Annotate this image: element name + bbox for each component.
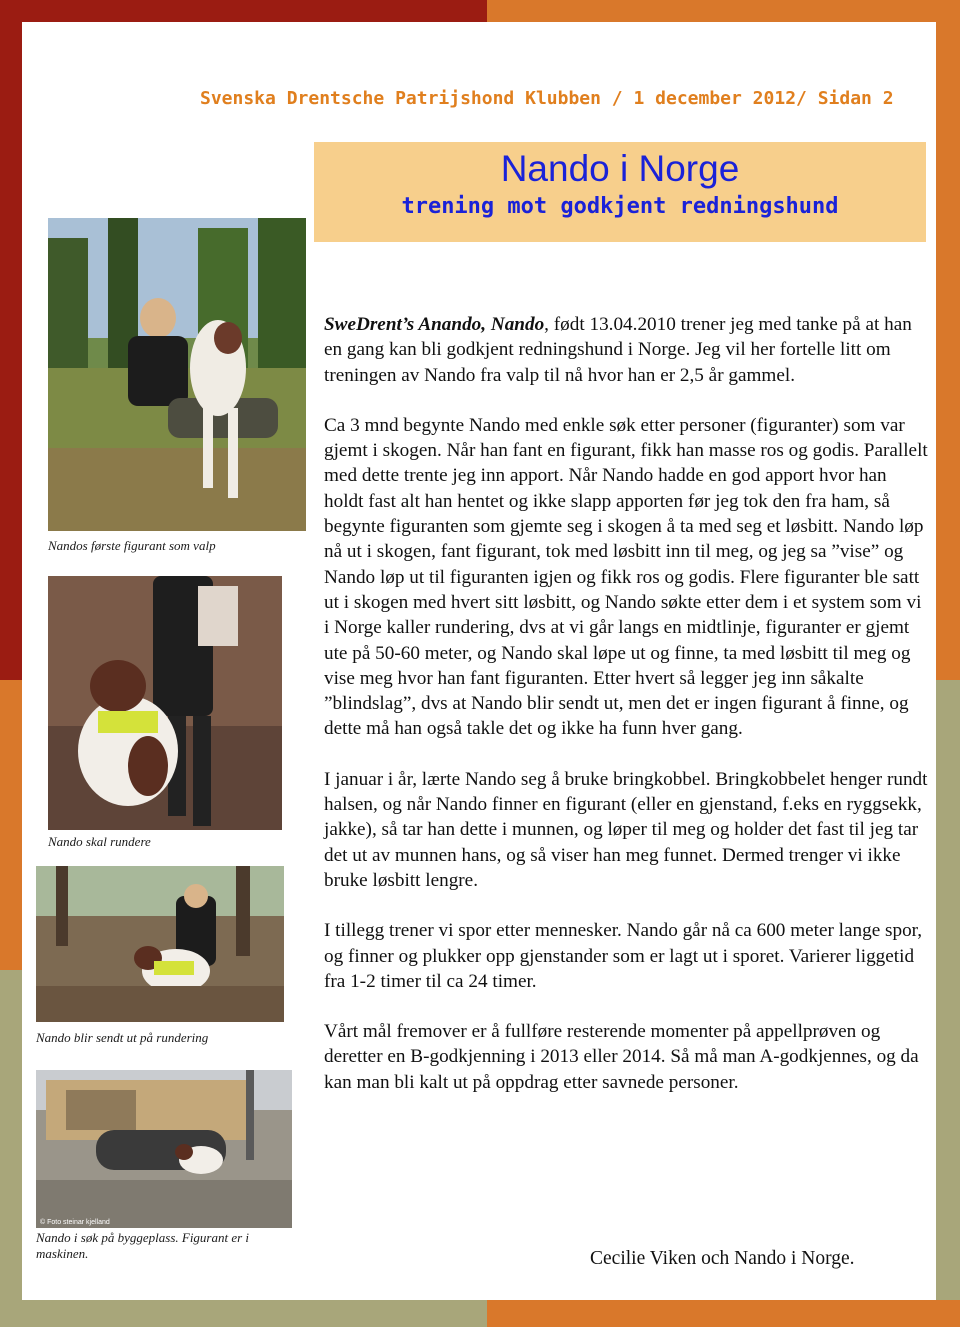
photo-rundering — [48, 576, 282, 830]
frame-left-middle — [0, 680, 22, 970]
frame-right-top — [936, 0, 960, 680]
article-paragraph: Ca 3 mnd begynte Nando med enkle søk etter personer (figuranter) som var gjemt i skogen. Når han fant en figurant, fikk han masse ros og godis. Parallelt med dette trente jeg inn apport. Når Nando hadde en god apport hvor han holdt fast alt han hentet og ikke slapp apporten før jeg tok den fra ham, så begynte figuranten som gjemte seg i skogen å ta med seg et løsbitt. Nando løp nå ut i skogen, fant figurant, tok med løsbitt inn til meg, og jeg sa ”vise” og Nando løp ut til figuranten igjen og fikk ros og godis. Flere figuranter ble satt ut i skogen med hvert sitt løsbitt, og Nando søkte etter dem i et system som vi i Norge kaller rundering, dvs at vi går langs en midtlinje, figuranter er gjemt ute på 50-60 meter, og Nando skal løpe ut og finne, ta med løsbitt til meg og vise meg hvor han fant figuranten. Etter hvert så legger jeg inn såkalte ”blindslag”, dvs at Nando blir sendt ut, men det er ingen figurant å finne, og dette må han også takle det og ikke ha funn hver gang. — [324, 414, 928, 740]
intro-text: , født 13.04.2010 trener jeg med tanke på at han en gang kan bli godkjent redningshund i Norge. Jeg vil her fortelle litt om treningen av Nando fra valp til nå hvor han er 2,5 år gammel. — [324, 314, 912, 386]
frame-top-left — [0, 0, 487, 22]
article-intro — [324, 312, 928, 388]
article-paragraph: Vårt mål fremover er å fullføre resterende momenter på appellprøven og deretter en B-godkjenning i 2013 eller 2014. Så må man A-godkjennes, og da kan man bli kalt ut på oppdrag etter savnede personer. — [324, 1021, 919, 1093]
signature: Cecilie Viken och Nando i Norge. — [590, 1248, 855, 1269]
article-paragraph: I januar i år, lærte Nando seg å bruke bringkobbel. Bringkobbelet henger rundt halsen, og når Nando finner en figurant (eller en gjenstand, f.eks en ryggsekk, jakke), så tar han dette i munnen, og løper til meg og holder det fast til jeg tar det ut av munnen hans, og så viser han meg funnet. Dermed trenger vi ikke bruke løsbitt lengre. — [324, 768, 928, 891]
page-subtitle: trening mot godkjent redningshund — [401, 194, 839, 219]
photo-construction-site — [36, 1070, 292, 1228]
newsletter-header: Svenska Drentsche Patrijshond Klubben / 1 december 2012/ Sidan 2 — [200, 88, 894, 109]
photo-caption: Nando skal rundere — [48, 834, 151, 849]
photo-caption: Nando i søk på byggeplass. Figurant er i maskinen. — [36, 1230, 250, 1261]
page-title: Nando i Norge — [500, 148, 740, 189]
frame-left-top — [0, 0, 22, 680]
frame-bottom-right — [487, 1300, 960, 1327]
photo-sent-out — [36, 866, 284, 1022]
photo-caption: Nandos første figurant som valp — [48, 538, 216, 553]
photo-caption: Nando blir sendt ut på rundering — [36, 1030, 209, 1045]
dog-name: SweDrent’s Anando, Nando — [324, 314, 545, 335]
frame-top-right — [487, 0, 960, 22]
frame-left-bottom — [0, 970, 22, 1327]
title-box — [314, 142, 926, 242]
frame-right-bottom — [936, 680, 960, 1327]
photo-credit: © Foto steinar kjelland — [40, 1219, 110, 1226]
article-body — [324, 312, 928, 1120]
photo-first-figurant — [48, 218, 306, 531]
frame-bottom-left — [0, 1300, 487, 1327]
article-paragraph: I tillegg trener vi spor etter mennesker. Nando går nå ca 600 meter lange spor, og finner og plukker opp gjenstander som er lagt ut i sporet. Varierer liggetid fra 1-2 timer til ca 24 timer. — [324, 920, 923, 992]
